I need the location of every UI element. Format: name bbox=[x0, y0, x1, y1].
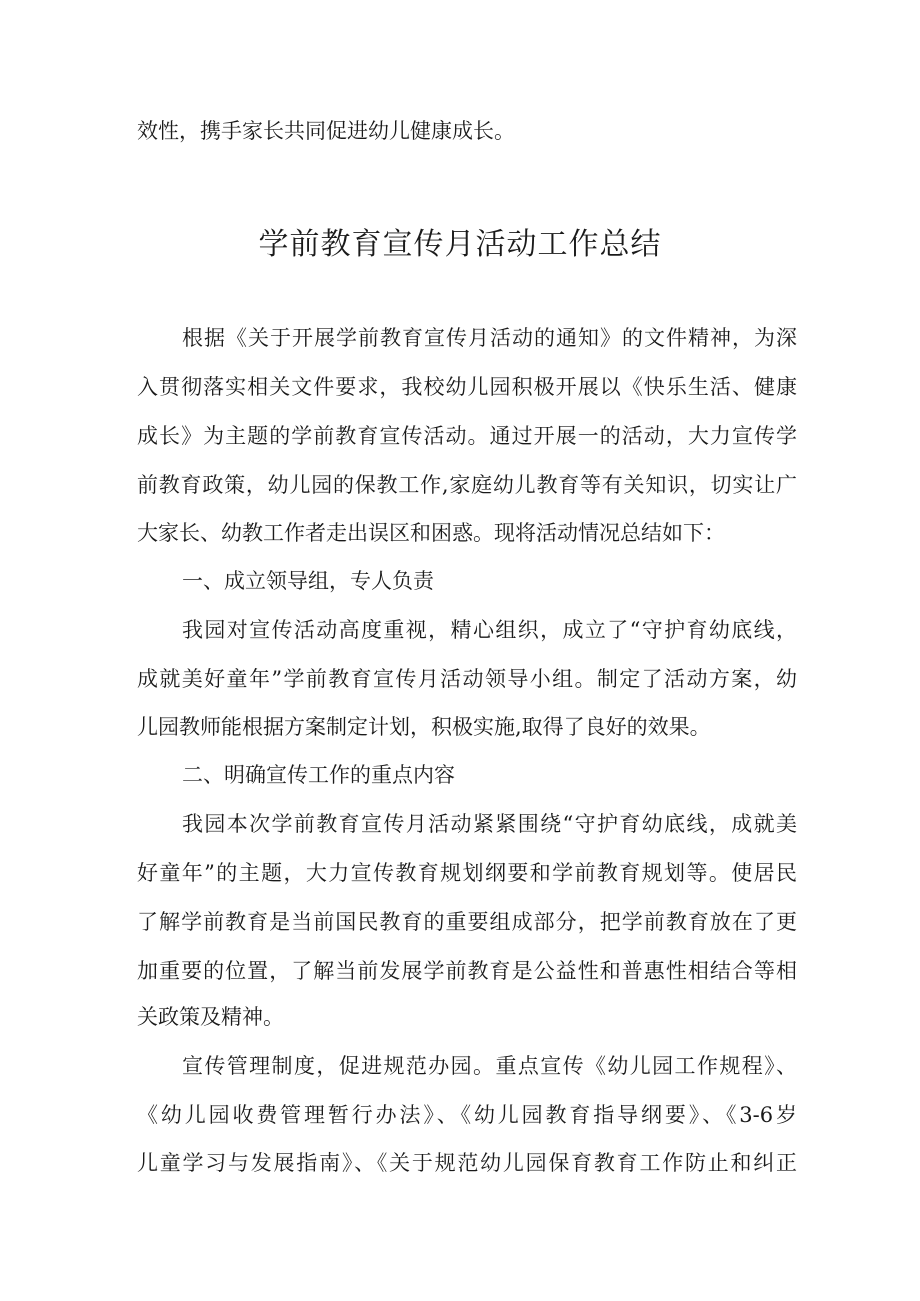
paragraph-line: 宣传管理制度，促进规范办园。重点宣传《幼儿园工作规程》、 bbox=[182, 1054, 797, 1078]
paragraph-line: 前教育政策，幼儿园的保教工作,家庭幼儿教育等有关知识，切实让广 bbox=[137, 473, 797, 497]
document-title: 学前教育宣传月活动工作总结 bbox=[258, 227, 662, 262]
paragraph-line: 《幼儿园收费管理暂行办法》、《幼儿园教育指导纲要》、《3-6岁 bbox=[137, 1103, 797, 1127]
paragraph-line: 成就美好童年”学前教育宣传月活动领导小组。制定了活动方案，幼 bbox=[137, 667, 797, 691]
paragraph-line: 加重要的位置，了解当前发展学前教育是公益性和普惠性相结合等相 bbox=[137, 959, 797, 983]
section-heading-1: 一、成立领导组，专人负责 bbox=[182, 569, 434, 593]
paragraph-line: 了解学前教育是当前国民教育的重要组成部分，把学前教育放在了更 bbox=[137, 910, 797, 934]
paragraph-line: 根据《关于开展学前教育宣传月活动的通知》的文件精神，为深 bbox=[182, 326, 797, 350]
paragraph-line: 关政策及精神。 bbox=[137, 1005, 284, 1029]
section-heading-2: 二、明确宣传工作的重点内容 bbox=[182, 763, 455, 787]
paragraph-line: 儿园教师能根据方案制定计划，积极实施,取得了良好的效果。 bbox=[137, 715, 711, 739]
paragraph-line: 成长》为主题的学前教育宣传活动。通过开展一的活动，大力宣传学 bbox=[137, 424, 797, 448]
paragraph-line: 儿童学习与发展指南》、《关于规范幼儿园保育教育工作防止和纠正 bbox=[137, 1151, 797, 1175]
paragraph-line: 大家长、幼教工作者走出误区和困惑。现将活动情况总结如下： bbox=[137, 521, 725, 545]
paragraph-line: 好童年”的主题，大力宣传教育规划纲要和学前教育规划等。使居民 bbox=[137, 861, 797, 885]
paragraph-line: 我园本次学前教育宣传月活动紧紧围绕“守护育幼底线，成就美 bbox=[182, 812, 797, 836]
intro-tail-line: 效性，携手家长共同促进幼儿健康成长。 bbox=[137, 119, 515, 143]
paragraph-line: 入贯彻落实相关文件要求，我校幼儿园积极开展以《快乐生活、健康 bbox=[137, 375, 797, 399]
paragraph-line: 我园对宣传活动高度重视，精心组织，成立了“守护育幼底线， bbox=[182, 618, 797, 642]
